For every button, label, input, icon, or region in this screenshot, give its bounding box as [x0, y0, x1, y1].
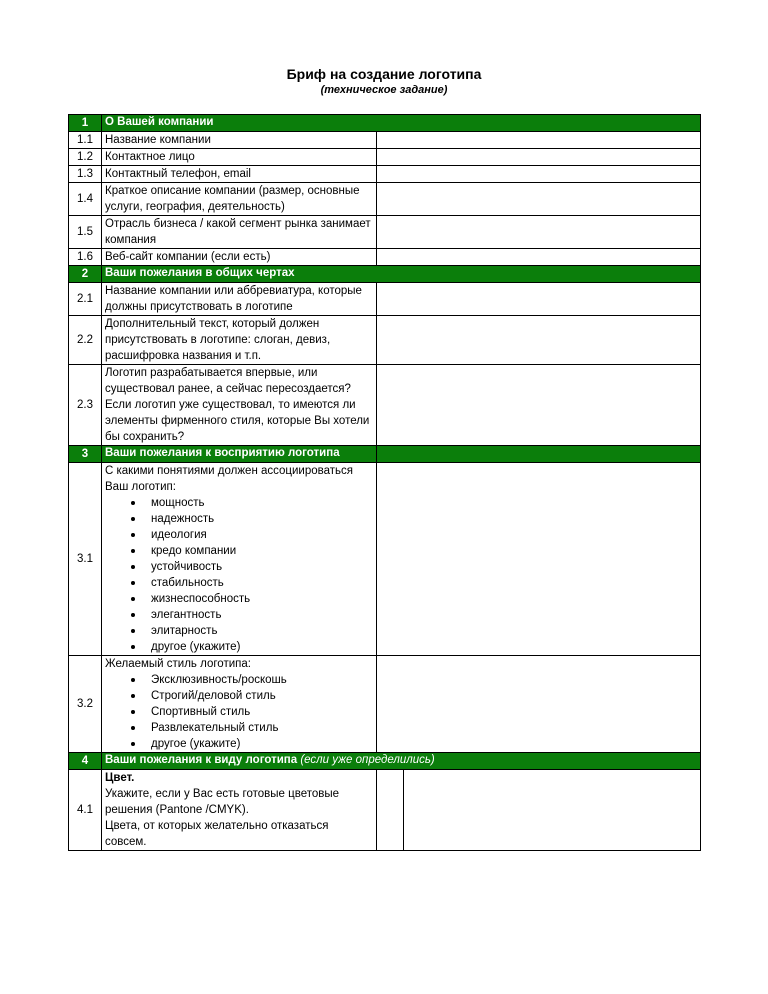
table-row: [69, 365, 701, 446]
question-part: Цвета, от которых желательно отказаться совсем.: [105, 820, 329, 848]
section-row: [69, 266, 701, 283]
page-title: Бриф на создание логотипа: [286, 66, 482, 82]
row-question: Краткое описание компании (размер, основные услуги, география, деятельность): [102, 183, 377, 216]
table-row: [69, 283, 701, 316]
list-item: другое (укажите): [151, 639, 373, 655]
row-number: 1.4: [69, 183, 102, 216]
section-title: [102, 753, 701, 770]
table-row: [69, 656, 701, 753]
question-part: Укажите, если у Вас есть готовые цветовые решения (Pantone /CMYK).: [105, 788, 340, 816]
list-item: надежность: [151, 511, 373, 527]
row-number: 1.6: [69, 249, 102, 266]
table-row: [69, 166, 701, 183]
section-row: [69, 115, 701, 132]
question-intro: Желаемый стиль логотипа:: [105, 658, 251, 670]
list-item: Строгий/деловой стиль: [151, 688, 373, 704]
answer-cell[interactable]: [377, 166, 701, 183]
table-row: [69, 149, 701, 166]
row-number: 1.3: [69, 166, 102, 183]
brief-table: [68, 114, 701, 851]
row-question: Название компании или аббревиатура, которые должны присутствовать в логотипе: [102, 283, 377, 316]
table-row: [69, 216, 701, 249]
section-row: [69, 753, 701, 770]
section-row: [69, 446, 701, 463]
table-row: [69, 249, 701, 266]
list-item: мощность: [151, 495, 373, 511]
section-title: Ваши пожелания в общих чертах: [102, 266, 701, 283]
section-title: Ваши пожелания к восприятию логотипа: [102, 446, 377, 463]
list-item: Эксклюзивность/роскошь: [151, 672, 373, 688]
style-list: [105, 672, 373, 752]
section-filler: [377, 446, 701, 463]
row-question: Веб-сайт компании (если есть): [102, 249, 377, 266]
table-row: [69, 463, 701, 656]
row-number: 2.3: [69, 365, 102, 446]
answer-cell[interactable]: [377, 316, 701, 365]
row-number: 1.5: [69, 216, 102, 249]
question-intro: С какими понятиями должен ассоциироваться Ваш логотип:: [105, 465, 354, 493]
question-part: Логотип разрабатывается впервые, или существовал ранее, а сейчас пересоздается?: [105, 367, 351, 395]
row-question: Контактный телефон, email: [102, 166, 377, 183]
section-note: (если уже определились): [300, 754, 435, 766]
list-item: элегантность: [151, 607, 373, 623]
list-item: идеология: [151, 527, 373, 543]
row-question: Отрасль бизнеса / какой сегмент рынка занимает компания: [102, 216, 377, 249]
section-title-text: Ваши пожелания к виду логотипа: [105, 754, 298, 766]
table-row: [69, 132, 701, 149]
answer-cell[interactable]: [377, 132, 701, 149]
table-row: [69, 316, 701, 365]
section-number: 2: [69, 266, 102, 283]
list-item: Развлекательный стиль: [151, 720, 373, 736]
concept-list: [105, 495, 373, 655]
list-item: жизнеспособность: [151, 591, 373, 607]
row-question: Дополнительный текст, который должен присутствовать в логотипе: слоган, девиз, расшифровка названия и т.п.: [102, 316, 377, 365]
answer-cell[interactable]: [377, 216, 701, 249]
answer-cell[interactable]: [377, 656, 701, 753]
page-subtitle: (техническое задание): [320, 84, 448, 96]
question-part: Если логотип уже существовал, то имеются ли элементы фирменного стиля, которые Вы хотели бы сохранить?: [105, 399, 370, 443]
row-number: 2.2: [69, 316, 102, 365]
table-row: [69, 183, 701, 216]
row-question: Название компании: [102, 132, 377, 149]
row-number: 3.1: [69, 463, 102, 656]
row-number: 4.1: [69, 770, 102, 851]
row-number: 2.1: [69, 283, 102, 316]
answer-cell[interactable]: [377, 770, 701, 851]
row-number: 1.1: [69, 132, 102, 149]
list-item: элитарность: [151, 623, 373, 639]
answer-cell[interactable]: [377, 149, 701, 166]
answer-cell[interactable]: [377, 249, 701, 266]
row-number: 1.2: [69, 149, 102, 166]
list-item: стабильность: [151, 575, 373, 591]
list-item: устойчивость: [151, 559, 373, 575]
answer-cell[interactable]: [377, 365, 701, 446]
answer-cell[interactable]: [377, 463, 701, 656]
answer-cell[interactable]: [377, 183, 701, 216]
section-title: О Вашей компании: [102, 115, 701, 132]
table-row: [69, 770, 701, 851]
row-question: [102, 770, 377, 851]
section-number: 3: [69, 446, 102, 463]
section-number: 4: [69, 753, 102, 770]
list-item: Спортивный стиль: [151, 704, 373, 720]
row-question: Контактное лицо: [102, 149, 377, 166]
row-question: [102, 365, 377, 446]
row-question: [102, 656, 377, 753]
question-heading: Цвет.: [105, 772, 135, 784]
section-number: 1: [69, 115, 102, 132]
row-number: 3.2: [69, 656, 102, 753]
list-item: другое (укажите): [151, 736, 373, 752]
cell-divider: [403, 770, 404, 850]
list-item: кредо компании: [151, 543, 373, 559]
row-question: [102, 463, 377, 656]
answer-cell[interactable]: [377, 283, 701, 316]
